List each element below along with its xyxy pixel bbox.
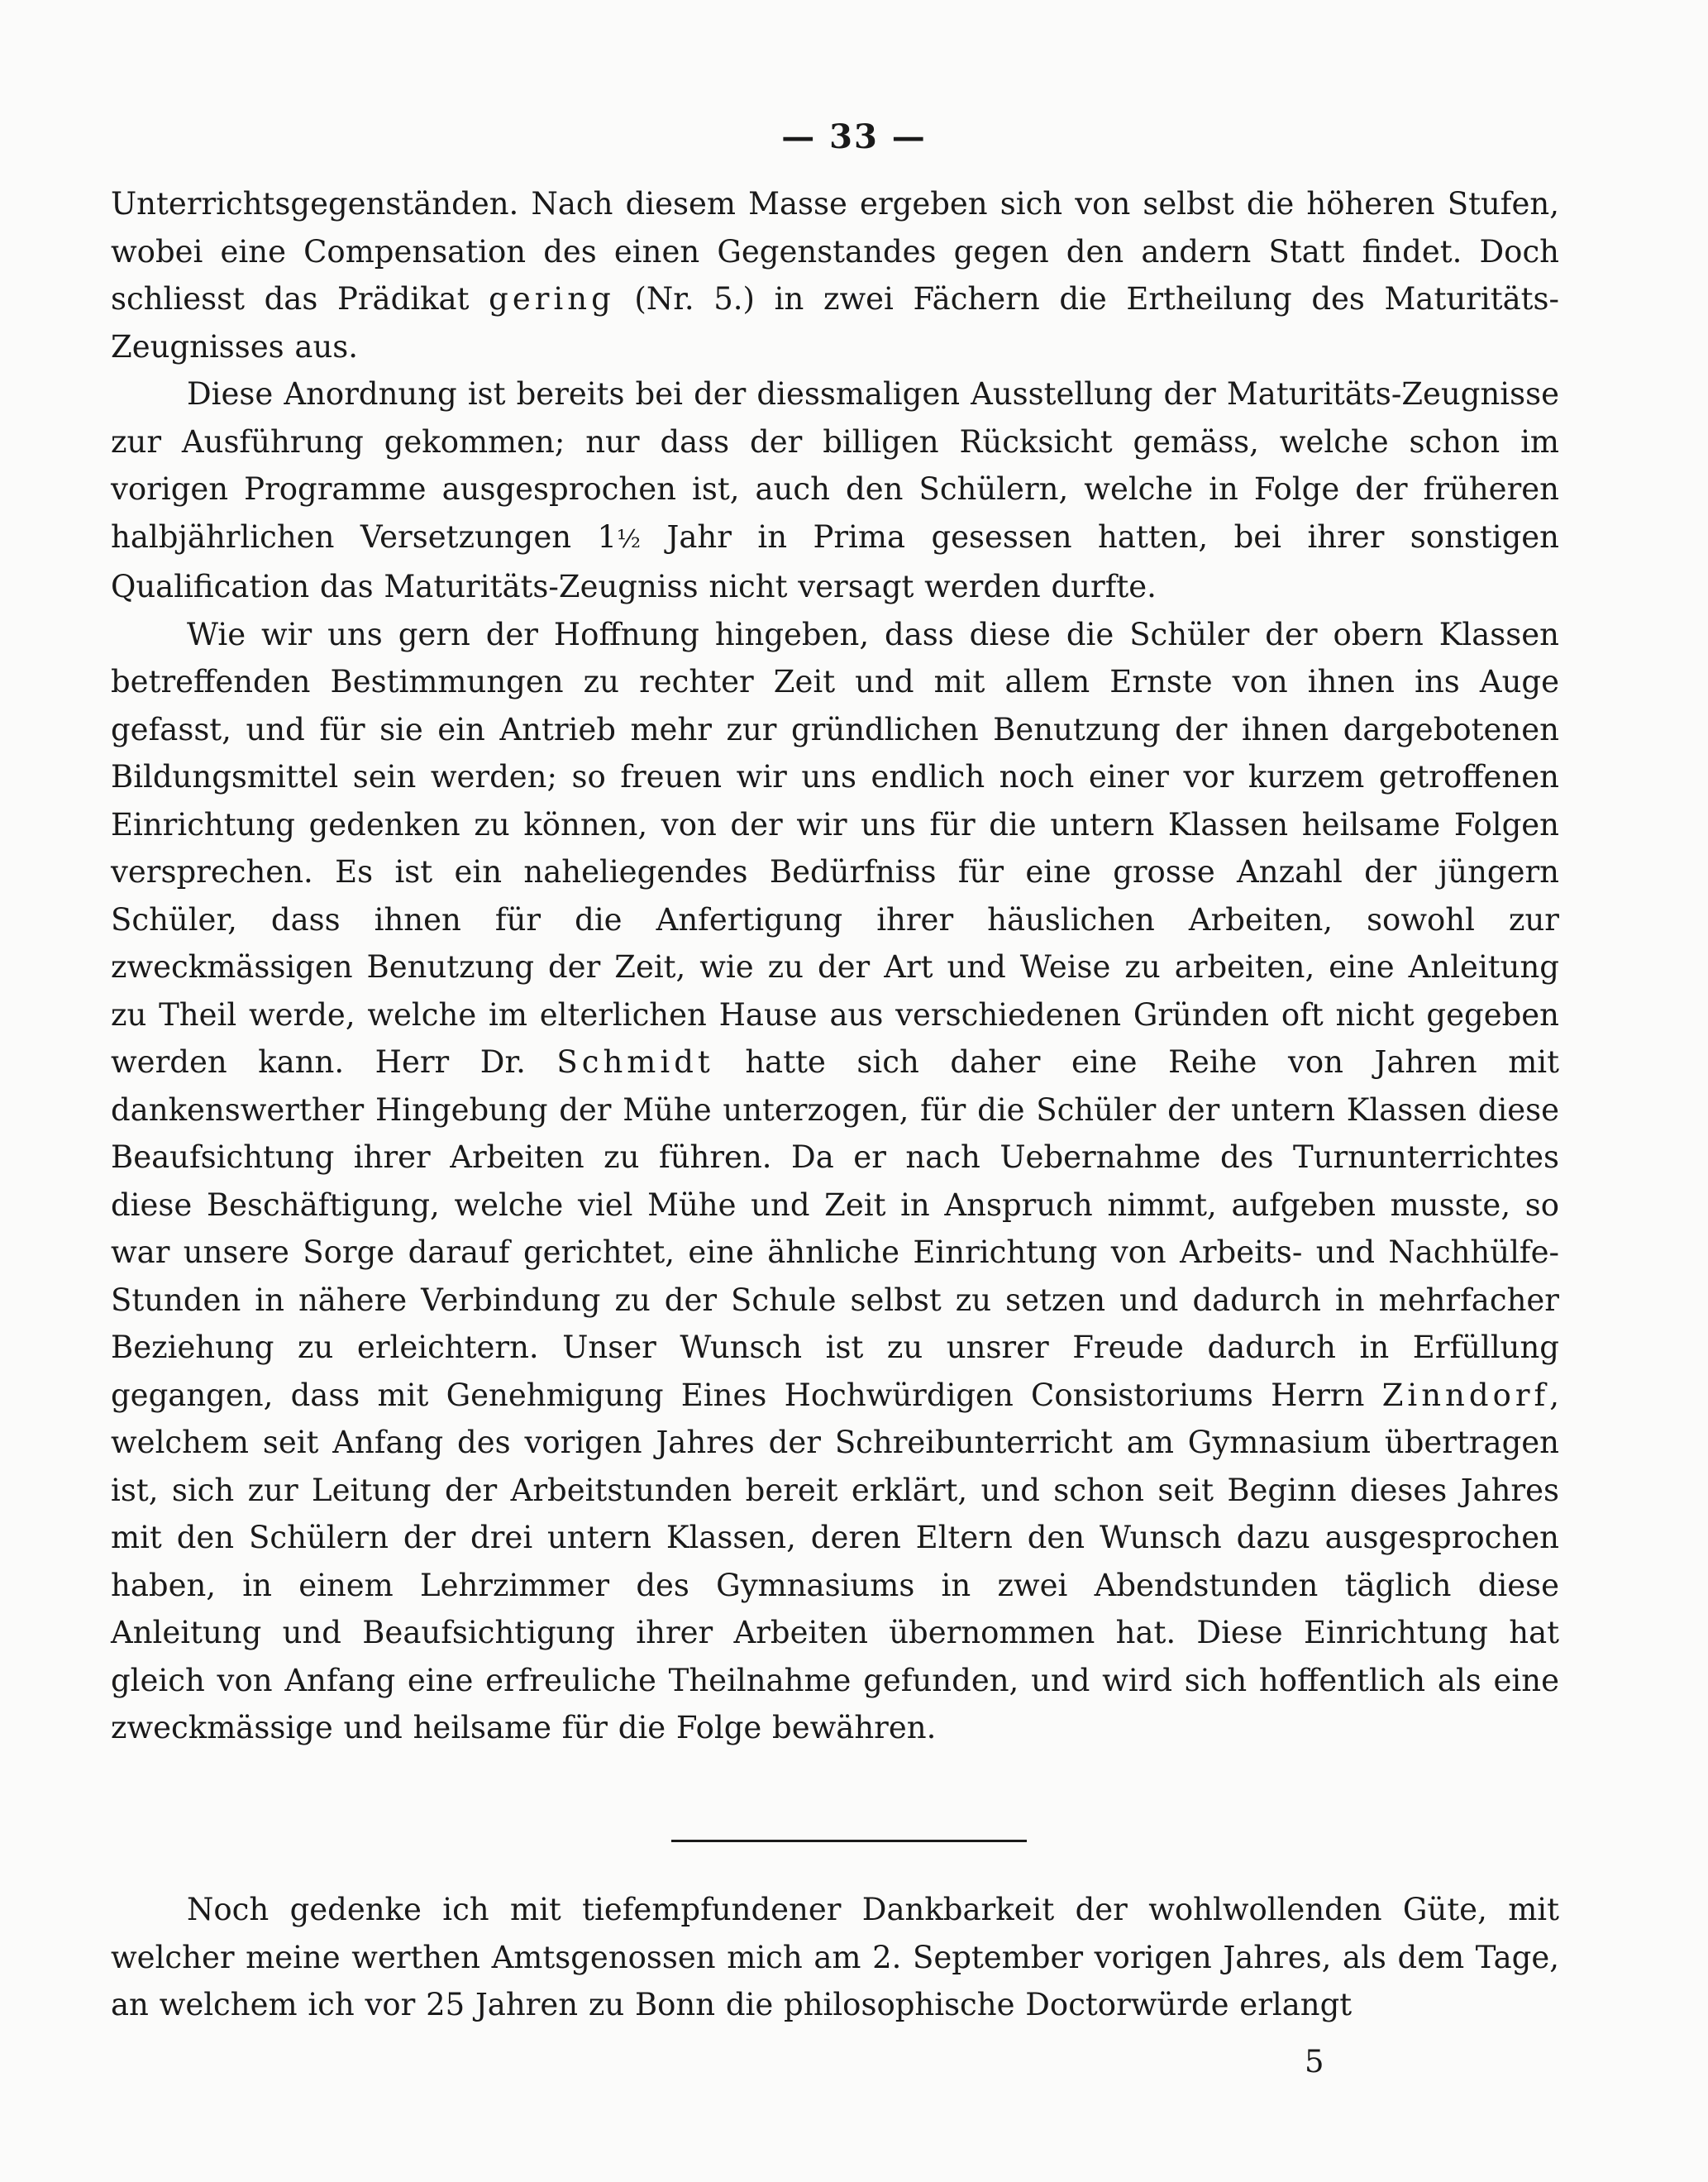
name-zinndorf: Zinndorf xyxy=(1381,1377,1550,1413)
paragraph-4: Noch gedenke ich mit tiefempfundener Dankbarkeit der wohlwollenden Güte, mit welcher meine werthen Amtsgenossen mich am 2. September vorigen Jahres, als dem Tage, an welchem ich vor 25 Jahren zu Bonn die philosophische Doctorwürde erlangt xyxy=(111,1892,1559,2022)
paragraph-2-text-a: Diese Anordnung ist bereits bei der diessmaligen Ausstellung der Maturitäts-Zeugnisse zur Ausführung gekommen; nur dass der billigen Rücksicht gemäss, welche schon im vorigen Programme ausgesprochen ist, auch den Schülern, welche in Folge der früheren halbjährlichen Versetzungen 1 xyxy=(111,376,1559,555)
main-text-block xyxy=(111,180,1559,1752)
page-number: — 33 — xyxy=(781,117,927,156)
fraction-half: ½ xyxy=(617,524,642,554)
signature-mark: 5 xyxy=(1305,2044,1324,2079)
section-divider xyxy=(671,1840,1027,1842)
paragraph-2-text-b: Jahr in Prima gesessen hatten, bei ihrer sonstigen Qualification das Maturitäts-Zeugniss nicht versagt werden durfte. xyxy=(111,518,1560,604)
paragraph-1-text-a: Unterrichtsgegenständen. Nach diesem Masse ergeben sich von selbst die höheren Stufen, wobei eine Compensation des einen Gegenstandes gegen den andern Statt findet. Doch schliesst das Prädikat xyxy=(111,186,1559,317)
paragraph-3-text-a: Wie wir uns gern der Hoffnung hingeben, dass diese die Schüler der obern Klassen betreffenden Bestimmungen zu rechter Zeit und mit allem Ernste von ihnen ins Auge gefasst, und für sie ein Antrieb mehr zur gründlichen Benutzung der ihnen dargebotenen Bildungsmittel sein werden; so freuen wir uns endlich noch einer vor kurzem getroffenen Einrichtung gedenken zu können, von der wir uns für die untern Klassen heilsame Folgen versprechen. Es ist ein naheliegendes Bedürfniss für eine grosse Anzahl der jüngern Schüler, dass ihnen für die Anfertigung ihrer häuslichen Arbeiten, sowohl zur zweckmässigen Benutzung der Zeit, wie zu der Art und Weise zu arbeiten, eine Anleitung zu Theil werde, welche im elterlichen Hause aus verschiedenen Gründen oft nicht gegeben werden kann. Herr Dr. xyxy=(111,616,1559,1080)
paragraph-1 xyxy=(111,180,1559,370)
emphasized-word-gering: gering xyxy=(489,281,615,317)
paragraph-3 xyxy=(111,611,1559,1752)
paragraph-3-text-b: hatte sich daher eine Reihe von Jahren mit dankenswerther Hingebung der Mühe unterzogen, für die Schüler der untern Klassen diese Beaufsichtung ihrer Arbeiten zu führen. Da er nach Uebernahme des Turnunterrichtes diese Beschäftigung, welche viel Mühe und Zeit in Anspruch nimmt, aufgeben musste, so war unsere Sorge darauf gerichtet, eine ähnliche Einrichtung von Arbeits- und Nachhülfe-Stunden in nähere Verbindung zu der Schule selbst zu setzen und dadurch in mehrfacher Beziehung zu erleichtern. Unser Wunsch ist zu unsrer Freude dadurch in Erfüllung gegangen, dass mit Genehmigung Eines Hochwürdigen Consistoriums Herrn xyxy=(111,1044,1559,1413)
paragraph-3-text-c: , welchem seit Anfang des vorigen Jahres der Schreibunterricht am Gymnasium übertragen ist, sich zur Leitung der Arbeitstunden bereit erklärt, und schon seit Beginn dieses Jahres mit den Schülern der drei untern Klassen, deren Eltern den Wunsch dazu ausgesprochen haben, in einem Lehrzimmer des Gymnasiums in zwei Abendstunden täglich diese Anleitung und Beaufsichtigung ihrer Arbeiten übernommen hat. Diese Einrichtung hat gleich von Anfang eine erfreuliche Theilnahme gefunden, und wird sich hoffentlich als eine zweckmässige und heilsame für die Folge bewähren. xyxy=(111,1377,1559,1745)
second-text-block xyxy=(111,1886,1559,2029)
paragraph-1-text-b: (Nr. 5.) in zwei Fächern die Ertheilung des Maturitäts-Zeugnisses aus. xyxy=(111,281,1559,365)
paragraph-2 xyxy=(111,370,1559,611)
name-schmidt: Schmidt xyxy=(556,1044,714,1080)
